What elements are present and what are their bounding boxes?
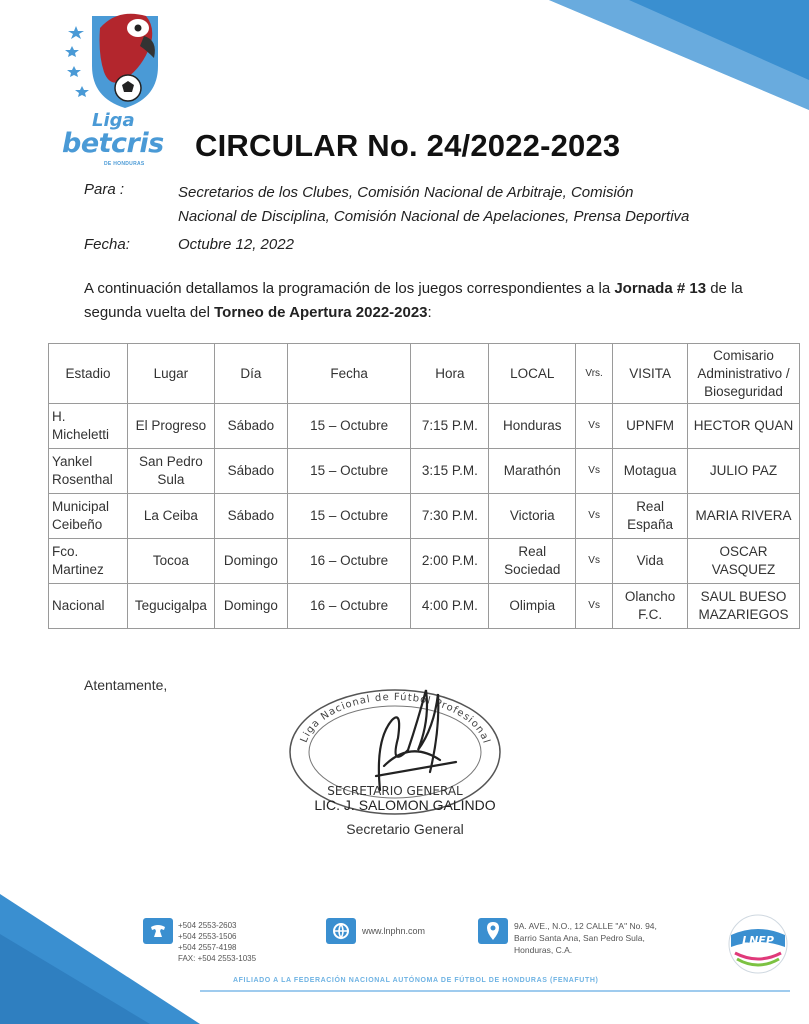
cell-visita: Real España <box>613 494 688 539</box>
intro-paragraph <box>84 277 774 325</box>
cell-local: Real Sociedad <box>489 539 576 584</box>
phone-line: +504 2553-2603 <box>178 921 237 930</box>
signatory-title: Secretario General <box>346 821 464 837</box>
cell-fecha: 15 – Octubre <box>287 494 411 539</box>
cell-hora: 7:15 P.M. <box>411 404 489 449</box>
cell-comisario: MARIA RIVERA <box>688 494 800 539</box>
corner-decoration-top <box>549 0 809 110</box>
cell-lugar: El Progreso <box>127 404 214 449</box>
affiliation-text: AFILIADO A LA FEDERACIÓN NACIONAL AUTÓNOMA DE FÚTBOL DE HONDURAS (FENAFUTH) <box>233 977 599 984</box>
cell-fecha: 16 – Octubre <box>287 539 411 584</box>
cell-estadio: Municipal Ceibeño <box>49 494 128 539</box>
cell-hora: 2:00 P.M. <box>411 539 489 584</box>
cell-local: Victoria <box>489 494 576 539</box>
header-local: LOCAL <box>489 344 576 404</box>
seal-bottom-text: SECRETARIO GENERAL <box>327 784 463 798</box>
phone-icon <box>143 918 173 944</box>
logo-liga-text: Liga <box>92 110 135 131</box>
cell-vs: Vs <box>576 449 613 494</box>
cell-lugar: San Pedro Sula <box>127 449 214 494</box>
table-row <box>49 494 800 539</box>
fecha-value: Octubre 12, 2022 <box>178 236 294 253</box>
fax-line: FAX: +504 2553-1035 <box>178 954 257 963</box>
cell-dia: Domingo <box>214 539 287 584</box>
footer-divider <box>200 990 790 992</box>
table-row <box>49 539 800 584</box>
schedule-table <box>48 343 800 629</box>
address-line: Barrio Santa Ana, San Pedro Sula, <box>514 933 645 943</box>
header-dia: Día <box>214 344 287 404</box>
cell-local: Honduras <box>489 404 576 449</box>
cell-comisario: HECTOR QUAN <box>688 404 800 449</box>
cell-lugar: La Ceiba <box>127 494 214 539</box>
cell-visita: Motagua <box>613 449 688 494</box>
table-row <box>49 449 800 494</box>
intro-text-2: de la segunda vuelta del <box>84 280 743 321</box>
footer-phones <box>178 920 256 964</box>
cell-comisario: JULIO PAZ <box>688 449 800 494</box>
cell-estadio: Yankel Rosenthal <box>49 449 128 494</box>
cell-local: Olimpia <box>489 584 576 629</box>
seal-top-text: Liga Nacional de Fútbol Profesional <box>298 691 492 746</box>
header-lugar: Lugar <box>127 344 214 404</box>
cell-lugar: Tegucigalpa <box>127 584 214 629</box>
table-header-row <box>49 344 800 404</box>
intro-text-1: A continuación detallamos la programación de los juegos correspondientes a la <box>84 280 615 297</box>
macaw-logo-icon <box>58 6 168 111</box>
cell-hora: 4:00 P.M. <box>411 584 489 629</box>
cell-hora: 7:30 P.M. <box>411 494 489 539</box>
header-fecha: Fecha <box>287 344 411 404</box>
cell-vs: Vs <box>576 494 613 539</box>
table-row <box>49 404 800 449</box>
cell-fecha: 15 – Octubre <box>287 404 411 449</box>
cell-dia: Sábado <box>214 449 287 494</box>
footer-address <box>514 920 714 956</box>
para-line-2: Nacional de Disciplina, Comisión Nacional de Apelaciones, Prensa Deportiva <box>178 208 690 225</box>
cell-fecha: 16 – Octubre <box>287 584 411 629</box>
league-logo <box>50 6 175 166</box>
header-estadio: Estadio <box>49 344 128 404</box>
lnfp-text: LNFP <box>742 934 774 947</box>
fecha-label: Fecha: <box>84 236 130 253</box>
header-visita: VISITA <box>613 344 688 404</box>
cell-visita: UPNFM <box>613 404 688 449</box>
cell-estadio: H. Micheletti <box>49 404 128 449</box>
circular-title: CIRCULAR No. 24/2022-2023 <box>195 128 621 163</box>
closing-text: Atentamente, <box>84 677 168 693</box>
cell-dia: Sábado <box>214 494 287 539</box>
cell-vs: Vs <box>576 539 613 584</box>
header-comisario: Comisario Administrativo / Bioseguridad <box>688 344 800 404</box>
location-pin-icon <box>478 918 508 944</box>
cell-lugar: Tocoa <box>127 539 214 584</box>
cell-visita: Vida <box>613 539 688 584</box>
address-line: 9A. AVE., N.O., 12 CALLE "A" No. 94, <box>514 921 657 931</box>
corner-decoration-bottom <box>0 894 200 1024</box>
cell-vs: Vs <box>576 404 613 449</box>
cell-visita: Olancho F.C. <box>613 584 688 629</box>
intro-jornada: Jornada # 13 <box>614 280 707 297</box>
logo-brand-text: betcris <box>62 128 164 159</box>
logo-subtitle: DE HONDURAS <box>104 161 145 167</box>
para-recipients <box>178 181 738 229</box>
phone-line: +504 2557-4198 <box>178 943 237 952</box>
table-row <box>49 584 800 629</box>
cell-comisario: SAUL BUESO MAZARIEGOS <box>688 584 800 629</box>
cell-hora: 3:15 P.M. <box>411 449 489 494</box>
intro-text-3: : <box>427 304 432 321</box>
header-hora: Hora <box>411 344 489 404</box>
cell-estadio: Fco. Martinez <box>49 539 128 584</box>
address-line: Honduras, C.A. <box>514 945 573 955</box>
cell-local: Marathón <box>489 449 576 494</box>
cell-vs: Vs <box>576 584 613 629</box>
footer-website[interactable]: www.lnphn.com <box>362 926 426 936</box>
web-icon <box>326 918 356 944</box>
lnfp-logo <box>727 913 789 975</box>
cell-dia: Domingo <box>214 584 287 629</box>
para-line-1: Secretarios de los Clubes, Comisión Nacional de Arbitraje, Comisión <box>178 184 634 201</box>
intro-torneo: Torneo de Apertura 2022-2023 <box>214 304 428 321</box>
header-vs: Vrs. <box>576 344 613 404</box>
cell-fecha: 15 – Octubre <box>287 449 411 494</box>
signatory-name: LIC. J. SALOMON GALINDO <box>314 797 496 813</box>
phone-line: +504 2553-1506 <box>178 932 237 941</box>
cell-dia: Sábado <box>214 404 287 449</box>
cell-estadio: Nacional <box>49 584 128 629</box>
para-label: Para : <box>84 181 125 198</box>
cell-comisario: OSCAR VASQUEZ <box>688 539 800 584</box>
